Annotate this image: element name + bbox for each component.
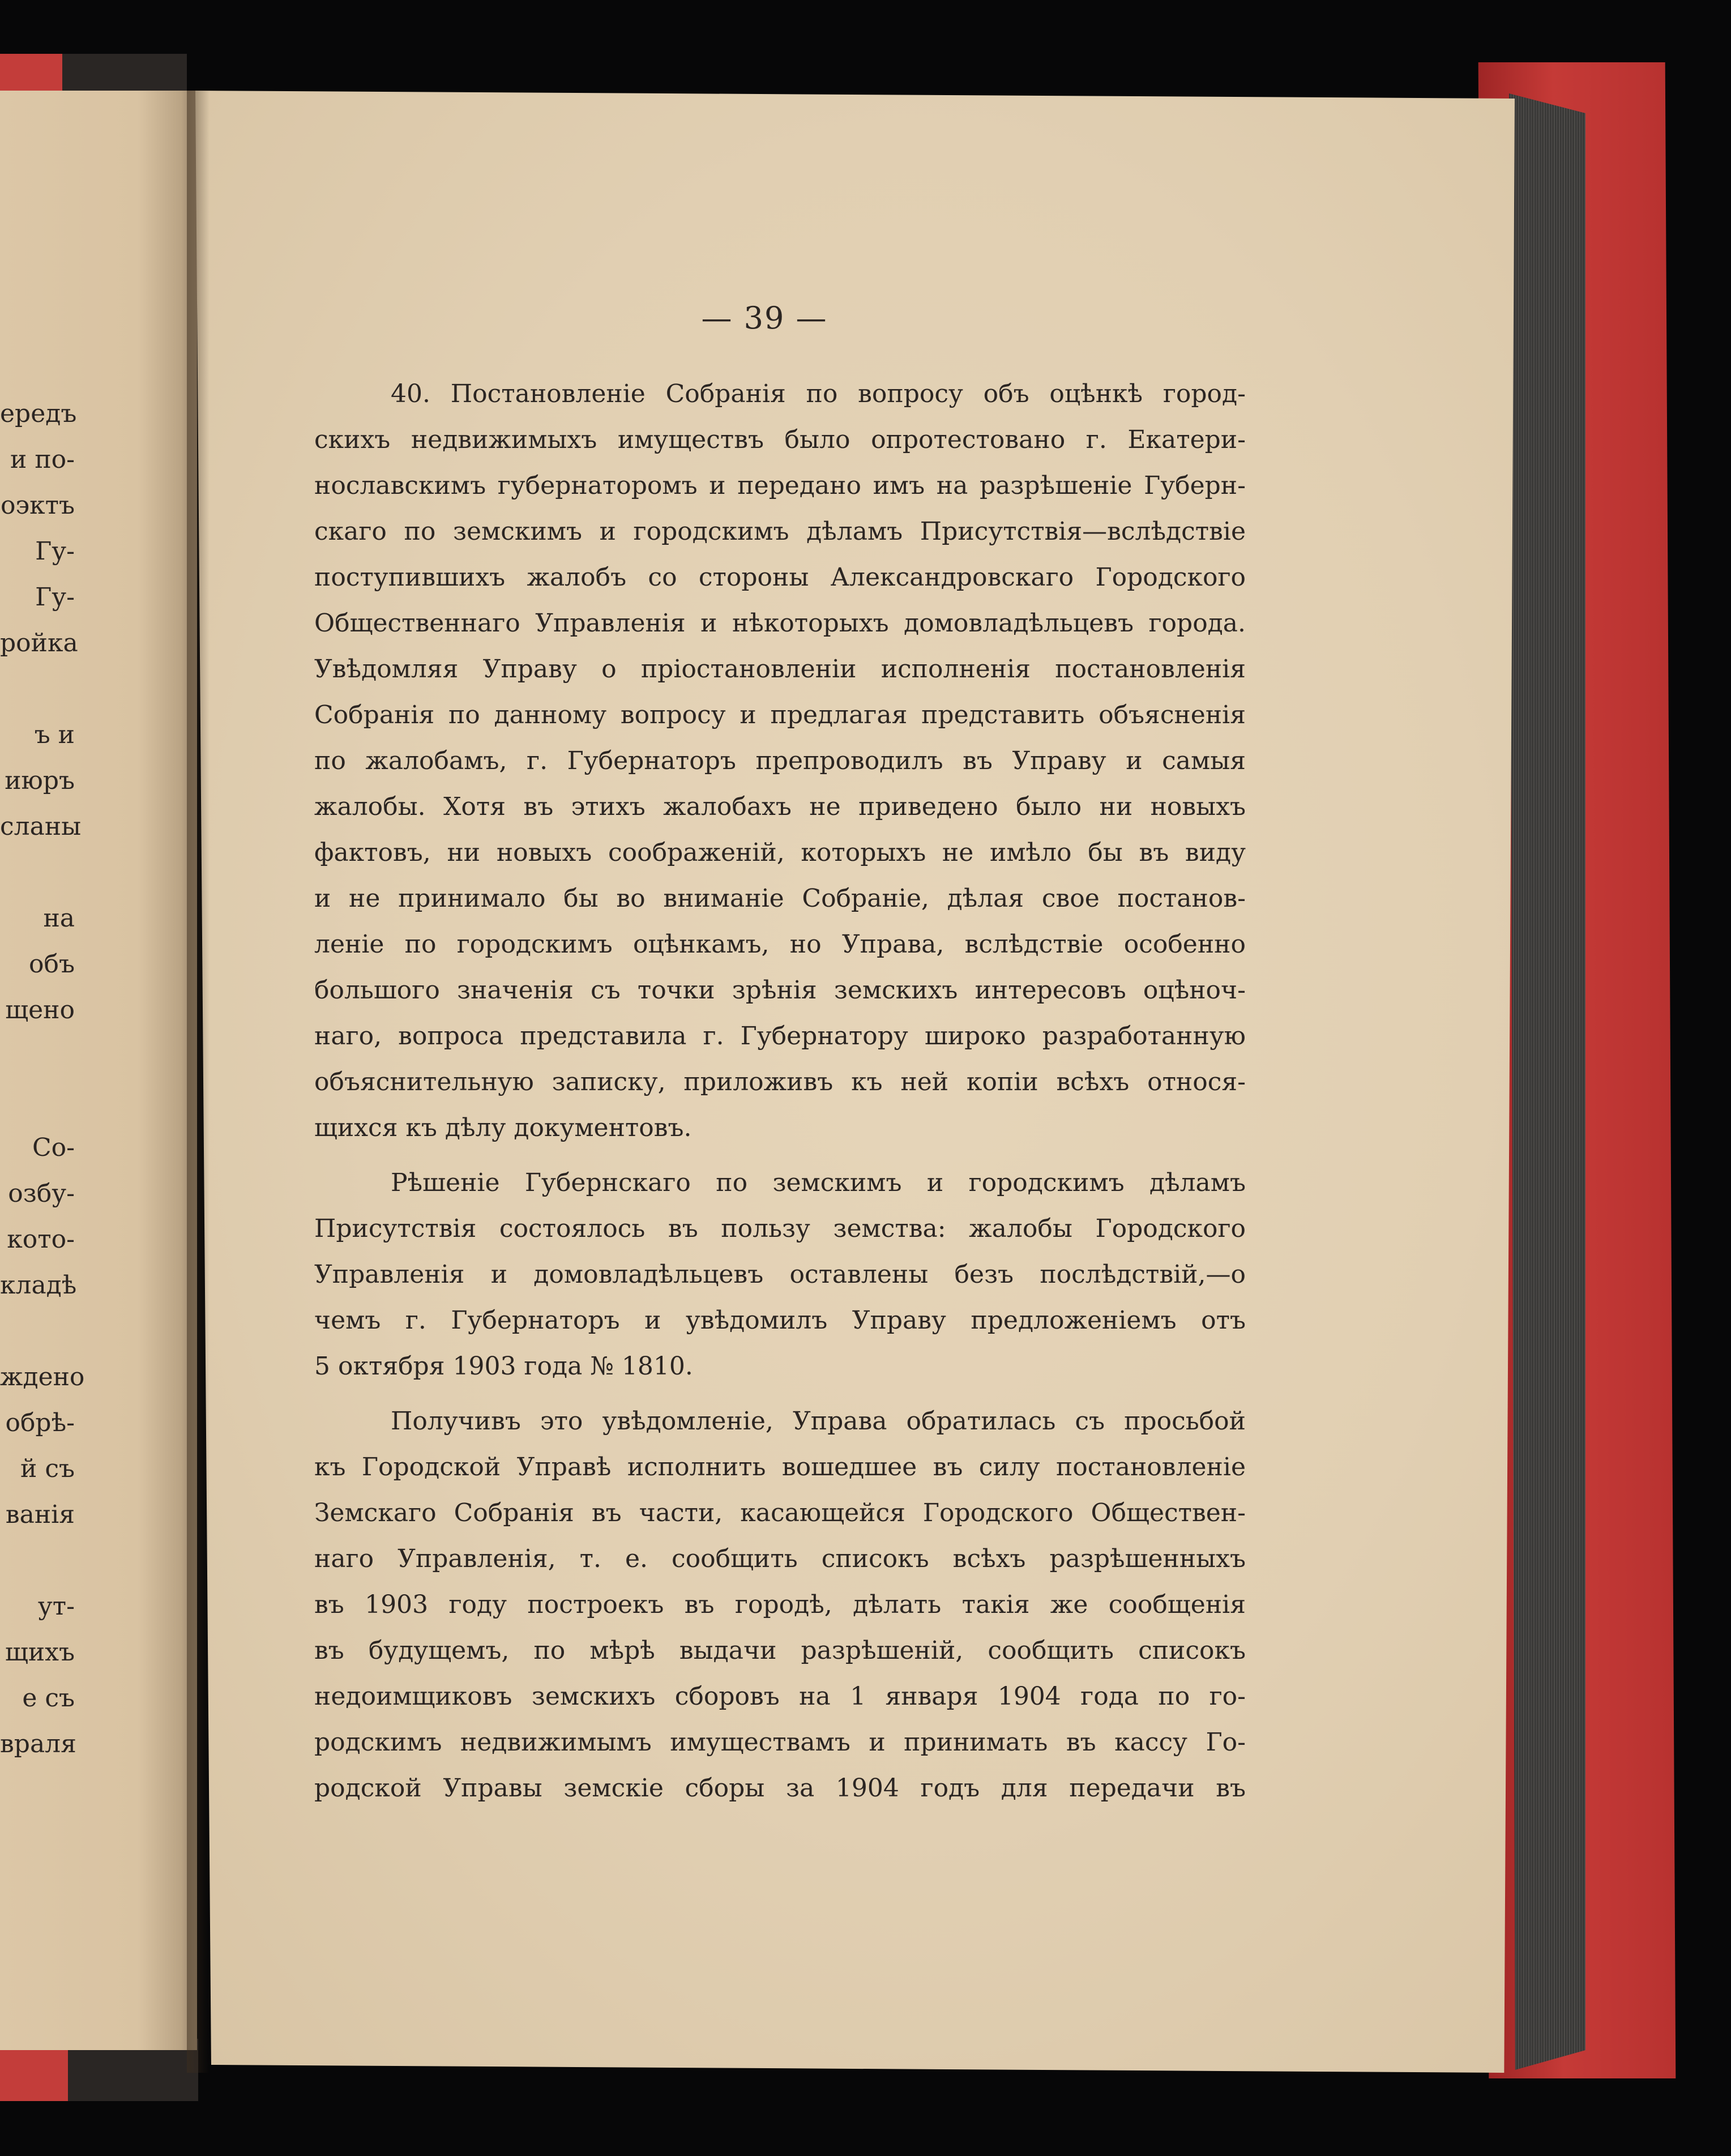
- text-line: Рѣшеніе Губернскаго по земскимъ и городскимъ дѣламъ: [391, 1168, 1246, 1197]
- previous-page-line: [0, 1538, 75, 1583]
- text-line: леніе по городскимъ оцѣнкамъ, но Управа, вслѣдствіе особенно: [314, 930, 1246, 959]
- previous-page-line: сланы: [0, 812, 82, 841]
- text-line: Общественнаго Управленія и нѣкоторыхъ домовладѣльцевъ города.: [314, 609, 1246, 638]
- previous-page-line: июръ: [5, 766, 75, 795]
- previous-page-line: ройка: [0, 629, 78, 658]
- spine-shadow: [187, 91, 210, 2073]
- previous-page-line: озбу-: [8, 1179, 75, 1208]
- text-line: въ 1903 году построекъ въ городѣ, дѣлать такія же сообщенія: [314, 1590, 1246, 1619]
- text-line: наго Управленія, т. е. сообщить списокъ всѣхъ разрѣшенныхъ: [314, 1544, 1246, 1573]
- previous-page-line: ередъ: [0, 399, 77, 428]
- text-line: чемъ г. Губернаторъ и увѣдомилъ Управу предложеніемъ отъ: [314, 1306, 1246, 1335]
- previous-page-line: й съ: [20, 1454, 75, 1483]
- previous-page-line: объ: [29, 950, 75, 979]
- text-line: Получивъ это увѣдомленіе, Управа обратилась съ просьбой: [391, 1407, 1246, 1436]
- text-line: недоимщиковъ земскихъ сборовъ на 1 января 1904 года по го-: [314, 1682, 1246, 1711]
- text-line: фактовъ, ни новыхъ соображеній, которыхъ не имѣло бы въ виду: [314, 838, 1246, 867]
- text-line: большого значенія съ точки зрѣнія земскихъ интересовъ оцѣноч-: [314, 976, 1246, 1005]
- page-edges-stack: [1509, 93, 1585, 2070]
- previous-page-line: обрѣ-: [5, 1408, 75, 1437]
- previous-page-text: [0, 391, 85, 1767]
- previous-page-line: е съ: [22, 1684, 75, 1713]
- previous-page-line: Гу-: [35, 537, 75, 566]
- text-line: скаго по земскимъ и городскимъ дѣламъ Присутствія—вслѣдствіе: [314, 517, 1246, 546]
- text-line: жалобы. Хотя въ этихъ жалобахъ не приведено было ни новыхъ: [314, 792, 1246, 821]
- text-line: по жалобамъ, г. Губернаторъ препроводилъ въ Управу и самыя: [314, 746, 1246, 775]
- body-text: [314, 371, 1246, 1820]
- text-line: наго, вопроса представила г. Губернатору широко разработанную: [314, 1022, 1246, 1051]
- previous-page-line: [0, 1308, 75, 1354]
- previous-page-line: [0, 1079, 75, 1125]
- text-line: Управленія и домовладѣльцевъ оставлены безъ послѣдствій,—о: [314, 1260, 1246, 1289]
- previous-page-line: и по-: [10, 445, 75, 474]
- page-number: — 39 —: [701, 300, 828, 336]
- text-line: родской Управы земскіе сборы за 1904 годъ для передачи въ: [314, 1774, 1246, 1803]
- text-line: 5 октября 1903 года № 1810.: [314, 1352, 693, 1381]
- text-line: поступившихъ жалобъ со стороны Александровскаго Городского: [314, 563, 1246, 592]
- text-line: нославскимъ губернаторомъ и передано имъ на разрѣшеніе Губерн-: [314, 471, 1246, 500]
- previous-page-line: [0, 849, 75, 895]
- previous-page-line: щено: [5, 996, 75, 1024]
- previous-page-line: ут-: [37, 1592, 75, 1621]
- previous-page-line: [0, 1033, 75, 1079]
- previous-page-line: Со-: [32, 1133, 75, 1162]
- text-line: скихъ недвижимыхъ имуществъ было опротестовано г. Екатери-: [314, 425, 1246, 454]
- paragraph: [314, 1160, 1246, 1389]
- previous-page-line: оэктъ: [1, 491, 75, 520]
- text-line: 40. Постановленіе Собранія по вопросу объ оцѣнкѣ город-: [391, 379, 1246, 408]
- text-line: щихся къ дѣлу документовъ.: [314, 1113, 692, 1142]
- paragraph: [314, 371, 1246, 1151]
- paragraph: [314, 1398, 1246, 1811]
- text-line: Собранія по данному вопросу и предлагая представить объясненія: [314, 701, 1246, 729]
- previous-page-line: на: [43, 904, 75, 933]
- text-line: Земскаго Собранія въ части, касающейся Городского Обществен-: [314, 1498, 1246, 1527]
- text-line: и не принимало бы во вниманіе Собраніе, дѣлая свое постанов-: [314, 884, 1246, 913]
- text-line: родскимъ недвижимымъ имуществамъ и принимать въ кассу Го-: [314, 1728, 1246, 1757]
- previous-page-line: щихъ: [5, 1638, 75, 1667]
- text-line: къ Городской Управѣ исполнить вошедшее въ силу постановленіе: [314, 1453, 1246, 1482]
- previous-page-line: Гу-: [35, 583, 75, 612]
- previous-page-line: ъ и: [34, 720, 75, 749]
- previous-page-line: [0, 666, 75, 712]
- previous-page-line: ждено: [0, 1363, 85, 1391]
- text-line: объяснительную записку, приложивъ къ ней копіи всѣхъ относя-: [314, 1068, 1246, 1096]
- previous-page-line: ванія: [5, 1500, 75, 1529]
- text-line: Увѣдомляя Управу о пріостановленіи исполненія постановленія: [314, 655, 1246, 684]
- previous-page-line: кото-: [7, 1225, 75, 1254]
- text-line: въ будущемъ, по мѣрѣ выдачи разрѣшеній, сообщить списокъ: [314, 1636, 1246, 1665]
- text-line: Присутствія состоялось въ пользу земства: жалобы Городского: [314, 1214, 1246, 1243]
- previous-page-line: кладѣ: [0, 1271, 77, 1300]
- previous-page-line: враля: [0, 1730, 76, 1758]
